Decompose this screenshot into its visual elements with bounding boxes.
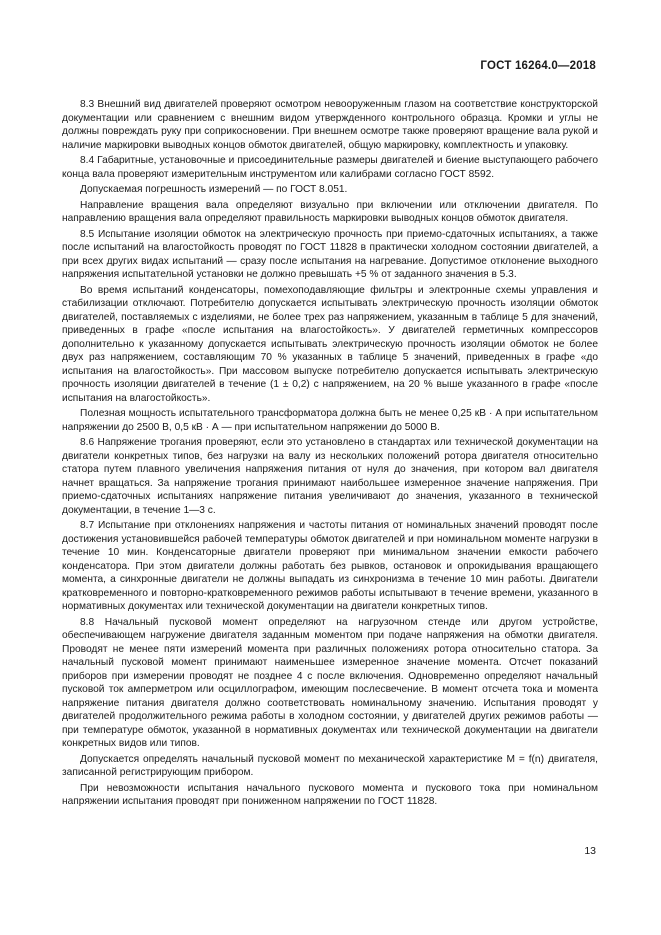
paragraph-measurement-error: Допускаемая погрешность измерений — по ГОСТ 8.051. (80, 184, 348, 195)
standard-designation: ГОСТ 16264.0—2018 (480, 60, 596, 72)
paragraph-8-6: 8.6 Напряжение трогания проверяют, если это установлено в стандартах или технической документации на двигатели конкретных типов, без нагрузки на валу из нескольких положений ротора двигателя относительно статора путем плавного увеличения напряжения питания от нуля до значения, при котором вал двигателя начнет вращаться. За напряжение трогания принимают наибольшее измеренное значение напряжения. При приемо-сдаточных испытаниях напряжение питания увеличивают до значения, указанного в технической документации, в течение 1—3 с. (62, 437, 598, 516)
page-number: 13 (584, 845, 596, 857)
paragraph-reduced-voltage: При невозможности испытания начального пускового момента и пускового тока при номинальном напряжении испытания проводят при пониженном напряжении по ГОСТ 11828. (62, 782, 598, 807)
paragraph-mechanical-characteristic: Допускается определять начальный пусковой момент по механической характеристике M = f(n) двигателя, записанной регистрирующим прибором. (62, 753, 598, 778)
paragraph-transformer-power: Полезная мощность испытательного трансформатора должна быть не менее 0,25 кВ · А при испытательном напряжении до 2500 В, 0,5 кВ · А — при испытательном напряжении до 5000 В. (62, 408, 598, 433)
paragraph-8-8: 8.8 Начальный пусковой момент определяют на нагрузочном стенде или другом устройстве, обеспечивающем нагружение двигателя заданным моментом при подаче напряжения на обмотки двигателя. Проводят не менее пяти измерений момента при различных положениях ротора относительно статора. За начальный пусковой момент принимают наименьшее измеренное значение момента. Отсчет показаний приборов при измерении проводят не позднее 4 с после включения. Одновременно определяют начальный пусковой ток амперметром или осциллографом, имеющим послесвечение. В момент отсчета тока и момента напряжение питания двигателя должно соответствовать номинальному значению. Испытания проводят у двигателей продолжительного режима работы в холодном состоянии, у двигателей других режимов работы — при температуре обмоток, указанной в нормативных документах или технической документации на двигатели конкретных видов или типов. (62, 616, 598, 749)
paragraph-capacitors: Во время испытаний конденсаторы, помехоподавляющие фильтры и электронные схемы управления и стабилизации отключают. Потребителю допускается испытывать электрическую прочность изоляции обмоток двигателей, поставляемых с изделиями, не более трех раз напряжением, указанным в таблице 5 для значений, приведенных в графе «после испытания на влагостойкость». У двигателей герметичных компрессоров дополнительно к указанному допускается испытывать электрическую прочность изоляции обмоток не более двух раз напряжением, составляющим 70 % указанных в таблице 5 значений, приведенных в графе «до испытания на влагостойкость». При массовом выпуске потребителю допускается испытывать электрическую прочность изоляции двигателей в течение (1 ± 0,2) с напряжением, на 20 % выше указанного в графе «после испытания на влагостойкость». (62, 284, 598, 404)
paragraph-rotation-direction: Направление вращения вала определяют визуально при включении или отключении двигателя. По направлению вращения вала определяют правильность маркировки выводных концов обмоток двигателя. (62, 199, 598, 224)
paragraph-8-4: 8.4 Габаритные, установочные и присоединительные размеры двигателей и биение выступающего рабочего конца вала проверяют измерительным инструментом или калибрами согласно ГОСТ 8592. (62, 155, 598, 180)
paragraph-8-3: 8.3 Внешний вид двигателей проверяют осмотром невооруженным глазом на соответствие конструкторской документации или сравнением с внешним видом утвержденного контрольного образца. Кромки и углы не должны повреждать руку при соприкосновении. При внешнем осмотре также проверяют вращение вала рукой и наличие маркировки выводных концов обмоток двигателей, общую маркировку, комплектность и упаковку. (62, 99, 598, 151)
body-text (62, 98, 598, 809)
paragraph-8-7: 8.7 Испытание при отклонениях напряжения и частоты питания от номинальных значений проводят после достижения установившейся рабочей температуры обмоток двигателей и при номинальном моменте нагрузки в течение 10 мин. Конденсаторные двигатели проверяют при минимальном значении емкости рабочего конденсатора. При этом двигатели должны работать без рывков, остановок и опрокидывания вращающего момента, а синхронные двигатели не должны выпадать из синхронизма в течение 10 мин работы. Двигатели кратковременного и повторно-кратковременного режимов работы испытывают в течение времени, указанного в нормативных документах или технической документации на двигатели конкретных типов. (62, 520, 598, 612)
paragraph-8-5: 8.5 Испытание изоляции обмоток на электрическую прочность при приемо-сдаточных испытаниях, а также после испытаний на влагостойкость проводят по ГОСТ 11828 в практически холодном состоянии двигателей, а при всех других видах испытаний — сразу после испытания на нагревание. Допустимое отклонение выходного напряжения испытательной установки не должно превышать +5 % от заданного значения в 5.3. (62, 228, 598, 280)
